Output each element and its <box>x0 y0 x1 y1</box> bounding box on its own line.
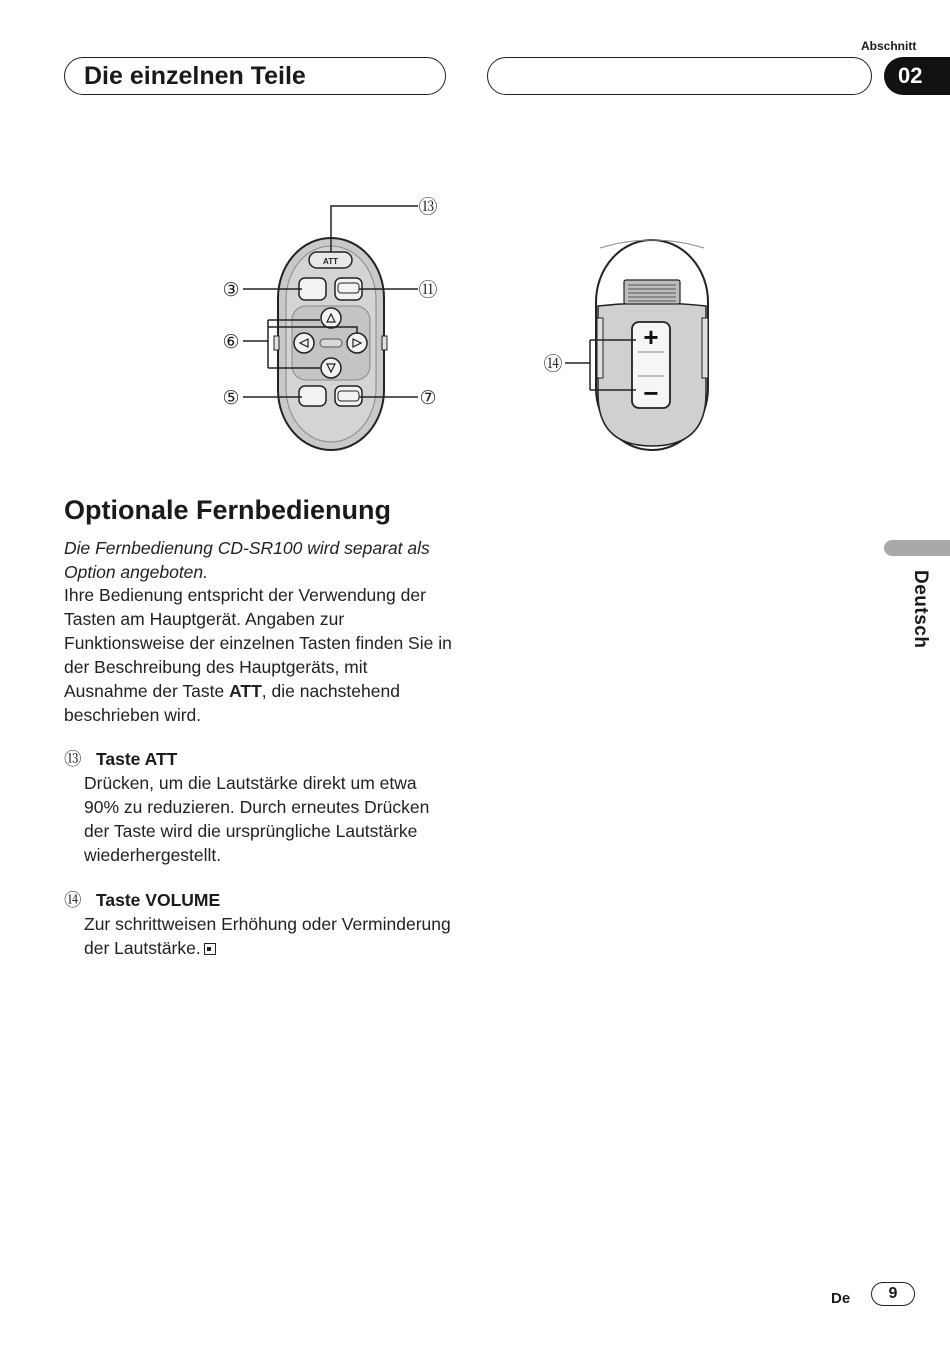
item-title: Taste ATT <box>96 749 178 769</box>
right-button <box>347 333 367 353</box>
button-5 <box>299 386 326 406</box>
section-heading: Optionale Fernbedienung <box>64 495 392 525</box>
intro-body-text <box>64 583 454 727</box>
footer-language: De <box>831 1290 851 1307</box>
page-number: 9 <box>871 1282 915 1306</box>
remote-control-figure <box>0 180 950 470</box>
callout-7: ⑦ <box>419 388 437 409</box>
up-button <box>321 308 341 328</box>
section-label: Abschnitt <box>861 39 917 53</box>
language-tab-label: Deutsch <box>910 570 931 649</box>
remote-front-view <box>274 238 387 450</box>
remote-rear-view <box>596 240 708 450</box>
volume-plus-label: + <box>643 322 659 352</box>
item-description-volume <box>84 912 454 960</box>
item-heading-volume <box>64 888 220 912</box>
button-3 <box>299 278 326 300</box>
intro-body-before: Ihre Bedienung entspricht der Verwendung der Tasten am Hauptgerät. Angaben zur Funktionsweise der einzelnen Tasten finden Sie in der Beschreibung des Hauptgeräts, mit Ausnahme der Taste <box>64 585 452 701</box>
page-title: Die einzelnen Teile <box>84 62 306 90</box>
item-description-text: Zur schrittweisen Erhöhung oder Verminderung der Lautstärke. <box>84 914 451 958</box>
item-description-att: Drücken, um die Lautstärke direkt um etwa 90% zu reduzieren. Durch erneutes Drücken der Taste wird die ursprüngliche Lautstärke wiederhergestellt. <box>84 773 430 865</box>
callout-3: ③ <box>222 280 240 301</box>
language-tab-bar <box>884 540 950 556</box>
callout-11: ⑪ <box>418 280 438 301</box>
end-mark-icon <box>204 943 216 955</box>
down-button <box>321 358 341 378</box>
callout-14: ⑭ <box>543 354 563 375</box>
section-number-badge: 02 <box>884 57 950 95</box>
callout-13: ⑬ <box>418 197 438 218</box>
item-title: Taste VOLUME <box>96 890 221 910</box>
intro-body-after: , die nachstehend beschrieben wird. <box>64 681 400 725</box>
item-number: ⑬ <box>64 749 82 769</box>
header-empty-frame <box>487 57 872 95</box>
button-7 <box>335 386 362 406</box>
callout-5: ⑤ <box>222 388 240 409</box>
left-button <box>294 333 314 353</box>
intro-body-bold: ATT <box>229 681 262 701</box>
item-number: ⑭ <box>64 890 82 910</box>
intro-italic-text: Die Fernbedienung CD-SR100 wird separat als Option angeboten. <box>64 538 430 582</box>
item-heading-att <box>64 747 177 771</box>
att-button-label: ATT <box>323 257 338 266</box>
button-11 <box>335 278 362 300</box>
volume-minus-label: − <box>643 378 659 408</box>
callout-6: ⑥ <box>222 332 240 353</box>
